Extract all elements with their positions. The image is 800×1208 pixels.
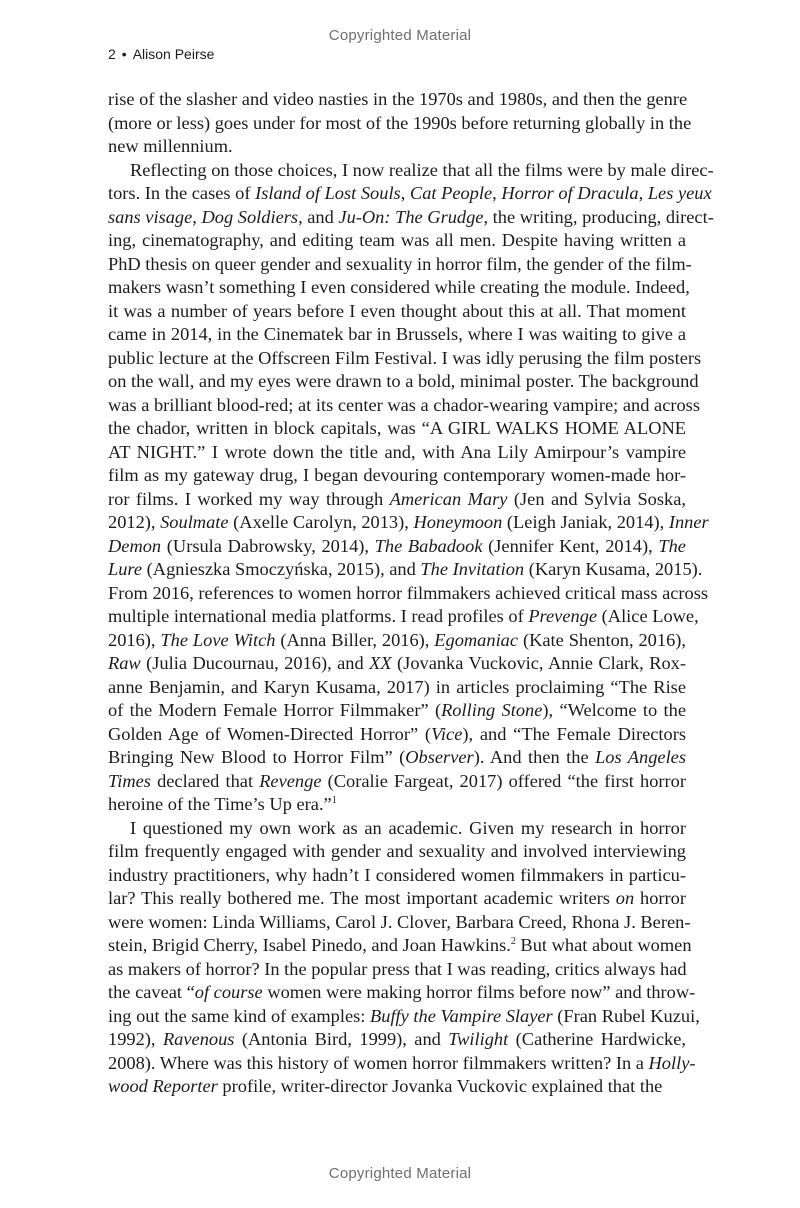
italic-title: Ravenous <box>162 1029 235 1049</box>
text-run: film frequently engaged with gender and sexuality and involved interviewing <box>108 841 686 861</box>
text-run: (Axelle Carolyn, 2013), <box>228 512 414 532</box>
text-line <box>108 229 686 253</box>
text-line <box>108 840 686 864</box>
text-line <box>108 488 686 512</box>
italic-title: Egomaniac <box>434 629 519 650</box>
text-line <box>108 135 686 159</box>
text-run: women were making horror films before now” and throw- <box>262 982 696 1002</box>
text-run: (Fran Rubel Kuzui, <box>552 1005 700 1026</box>
running-head <box>108 46 214 62</box>
text-run: rise of the slasher and video nasties in the 1970s and 1980s, and then the genre <box>108 89 688 109</box>
text-run: (Jen and Sylvia Soska, <box>507 488 686 509</box>
text-line <box>108 723 686 747</box>
text-line <box>108 582 709 606</box>
text-line <box>108 770 686 794</box>
text-run: were women: Linda Williams, Carol J. Clover, Barbara Creed, Rhona J. Beren- <box>108 911 691 932</box>
text-run: it was a number of years before I even thought about this at all. That moment <box>108 300 686 321</box>
text-line <box>108 629 686 653</box>
text-line <box>108 1075 686 1099</box>
text-run: as makers of horror? In the popular press that I was reading, critics always had <box>108 958 687 979</box>
text-run: , the writing, producing, direct- <box>483 206 714 227</box>
italic-title: Los Angeles <box>595 747 687 767</box>
footnote-marker: 2 <box>510 936 516 947</box>
text-run: (Agnieszka Smoczyńska, 2015), and <box>142 559 421 579</box>
text-line <box>108 746 686 770</box>
copyright-watermark-top: Copyrighted Material <box>328 27 472 44</box>
author-name: Alison Peirse <box>132 46 215 62</box>
text-line <box>108 1028 686 1052</box>
text-run: AT NIGHT.” I wrote down the title and, with Ana Lily Amirpour’s vampire <box>108 441 686 462</box>
italic-title: Inner <box>668 512 709 532</box>
text-line <box>108 323 686 347</box>
text-run: profile, writer-director Jovanka Vuckovic explained that the <box>217 1076 663 1096</box>
text-run: ror films. I worked my way through <box>108 488 390 509</box>
text-run: (Karyn Kusama, 2015). <box>524 559 703 579</box>
text-run: , and <box>298 206 339 227</box>
text-line <box>108 417 686 441</box>
italic-title: Lure <box>108 559 143 579</box>
text-run: (Catherine Hardwicke, <box>508 1029 686 1049</box>
italic-title: wood Reporter <box>108 1076 218 1096</box>
text-run: 2016), <box>108 629 161 650</box>
text-run: (Julia Ducournau, 2016), and <box>140 653 370 673</box>
text-run: (Jovanka Vuckovic, Annie Clark, Rox- <box>391 653 686 673</box>
text-line <box>108 347 702 371</box>
text-line <box>108 112 692 136</box>
text-run: I questioned my own work as an academic. Given my research in horror <box>130 817 686 838</box>
text-line <box>108 605 699 629</box>
text-run: anne Benjamin, and Karyn Kusama, 2017) in articles proclaiming “The Rise <box>108 676 686 697</box>
text-line <box>108 370 699 394</box>
text-run: ), “Welcome to the <box>542 700 686 720</box>
text-run: heroine of the Time’s Up era.” <box>108 794 332 814</box>
text-line <box>108 793 686 817</box>
italic-title: Honeymoon <box>413 512 503 532</box>
text-line <box>108 981 696 1005</box>
text-run: (Kate Shenton, 2016), <box>518 629 686 650</box>
italic-title: The Love Witch <box>160 629 276 650</box>
bullet-separator: • <box>121 46 127 62</box>
text-line <box>108 511 709 535</box>
text-line <box>108 88 686 112</box>
italic-title: Prevenge <box>528 606 598 626</box>
italic-title: sans visage <box>108 206 193 227</box>
italic-title: Island of Lost Souls <box>255 183 401 203</box>
text-run: , <box>192 206 202 227</box>
body-text <box>108 88 714 1099</box>
italic-title: Demon <box>108 535 162 556</box>
italic-title: Cat People <box>409 183 493 203</box>
copyright-watermark-bottom: Copyrighted Material <box>328 1165 472 1182</box>
text-line <box>108 394 700 418</box>
text-run: (Alice Lowe, <box>597 606 699 626</box>
text-run: ). And then the <box>473 747 596 767</box>
italic-title: Vice <box>431 723 463 744</box>
text-run: tors. In the cases of <box>108 183 256 203</box>
text-line <box>108 699 686 723</box>
italic-title: Rolling Stone <box>441 700 543 720</box>
paragraph <box>108 88 692 159</box>
italic-title: Horror of Dracula <box>501 183 639 203</box>
text-line <box>108 1052 696 1076</box>
text-run: new millennium. <box>108 136 233 156</box>
text-run: , <box>400 183 410 203</box>
italic-title: The Invitation <box>420 559 525 579</box>
paragraph <box>108 159 714 817</box>
page-number: 2 <box>108 46 116 62</box>
paragraph <box>108 817 700 1099</box>
text-line <box>108 558 703 582</box>
text-run: ing, cinematography, and editing team was all men. Despite having written a <box>108 230 686 250</box>
text-line <box>108 887 686 911</box>
text-run: (more or less) goes under for most of the 1990s before returning globally in the <box>108 112 692 133</box>
italic-title: of course <box>194 982 263 1002</box>
italic-title: Holly- <box>648 1052 696 1073</box>
text-run: (Coralie Fargeat, 2017) offered “the first horror <box>321 770 686 791</box>
text-run: of the Modern Female Horror Filmmaker” ( <box>108 700 442 720</box>
italic-title: Raw <box>108 653 141 673</box>
text-line <box>108 300 686 324</box>
text-line <box>108 253 692 277</box>
text-line <box>108 958 686 982</box>
italic-title: Ju-On: The Grudge <box>338 206 484 227</box>
text-run: the chador, written in block capitals, was “A GIRL WALKS HOME ALONE <box>108 418 686 438</box>
text-run: multiple international media platforms. I read profiles of <box>108 606 529 626</box>
italic-title: The <box>658 535 686 556</box>
text-run: the caveat “ <box>108 982 195 1002</box>
text-line <box>108 464 686 488</box>
text-run: 2012), <box>108 512 161 532</box>
text-run: stein, Brigid Cherry, Isabel Pinedo, and Joan Hawkins. <box>108 935 511 955</box>
italic-title: Buffy the Vampire Slayer <box>370 1005 553 1026</box>
text-run: on the wall, and my eyes were drawn to a bold, minimal poster. The background <box>108 371 699 391</box>
text-line <box>108 206 714 230</box>
text-run: From 2016, references to women horror filmmakers achieved critical mass across <box>108 582 709 603</box>
italic-title: American Mary <box>389 488 508 509</box>
text-run: 1992), <box>108 1029 163 1049</box>
italic-title: Revenge <box>259 770 322 791</box>
text-run: ing out the same kind of examples: <box>108 1005 371 1026</box>
italic-title: Observer <box>405 747 474 767</box>
text-run: , <box>492 183 502 203</box>
text-run: makers wasn’t something I even considered while creating the module. Indeed, <box>108 277 690 297</box>
text-line <box>108 441 686 465</box>
text-run: Reflecting on those choices, I now realize that all the films were by male direc- <box>130 159 714 180</box>
text-run: was a brilliant blood-red; at its center was a chador-wearing vampire; and across <box>108 394 700 415</box>
italic-title: XX <box>369 653 392 673</box>
text-run: (Ursula Dabrowsky, 2014), <box>161 535 375 556</box>
text-run: declared that <box>150 770 260 791</box>
italic-title: Twilight <box>448 1029 509 1049</box>
text-line <box>108 1005 700 1029</box>
text-run: 2008). Where was this history of women horror filmmakers written? In a <box>108 1052 649 1073</box>
text-line <box>108 276 690 300</box>
text-run: came in 2014, in the Cinematek bar in Brussels, where I was waiting to give a <box>108 324 686 344</box>
italic-title: Les yeux <box>647 183 712 203</box>
text-run: , <box>638 183 648 203</box>
text-line <box>108 864 686 888</box>
text-line <box>108 817 686 841</box>
text-run: (Antonia Bird, 1999), and <box>234 1029 449 1049</box>
text-run: film as my gateway drug, I began devouring contemporary women-made hor- <box>108 465 686 485</box>
text-run: industry practitioners, why hadn’t I considered women filmmakers in particu- <box>108 864 686 885</box>
text-line <box>108 159 714 183</box>
italic-title: The Babadook <box>374 535 483 556</box>
text-line <box>108 911 691 935</box>
text-line <box>108 652 686 676</box>
text-run: PhD thesis on queer gender and sexuality in horror film, the gender of the film- <box>108 253 692 274</box>
italic-title: Times <box>108 770 151 791</box>
text-run: ), and “The Female Directors <box>462 723 686 744</box>
italic-title: on <box>615 888 635 908</box>
text-run: (Jennifer Kent, 2014), <box>482 535 659 556</box>
text-line <box>108 182 712 206</box>
text-run: lar? This really bothered me. The most important academic writers <box>108 888 616 908</box>
text-line <box>108 934 692 958</box>
text-run: horror <box>634 888 686 908</box>
text-line <box>108 535 686 559</box>
text-run: Bringing New Blood to Horror Film” ( <box>108 747 406 767</box>
italic-title: Dog Soldiers <box>201 206 299 227</box>
text-run: (Anna Biller, 2016), <box>275 629 435 650</box>
text-run: Golden Age of Women-Directed Horror” ( <box>108 723 432 744</box>
italic-title: Soulmate <box>160 512 229 532</box>
text-line <box>108 676 686 700</box>
footnote-marker: 1 <box>331 795 337 806</box>
text-run: public lecture at the Offscreen Film Festival. I was idly perusing the film posters <box>108 347 702 368</box>
text-run: But what about women <box>515 935 692 955</box>
text-run: (Leigh Janiak, 2014), <box>502 512 669 532</box>
